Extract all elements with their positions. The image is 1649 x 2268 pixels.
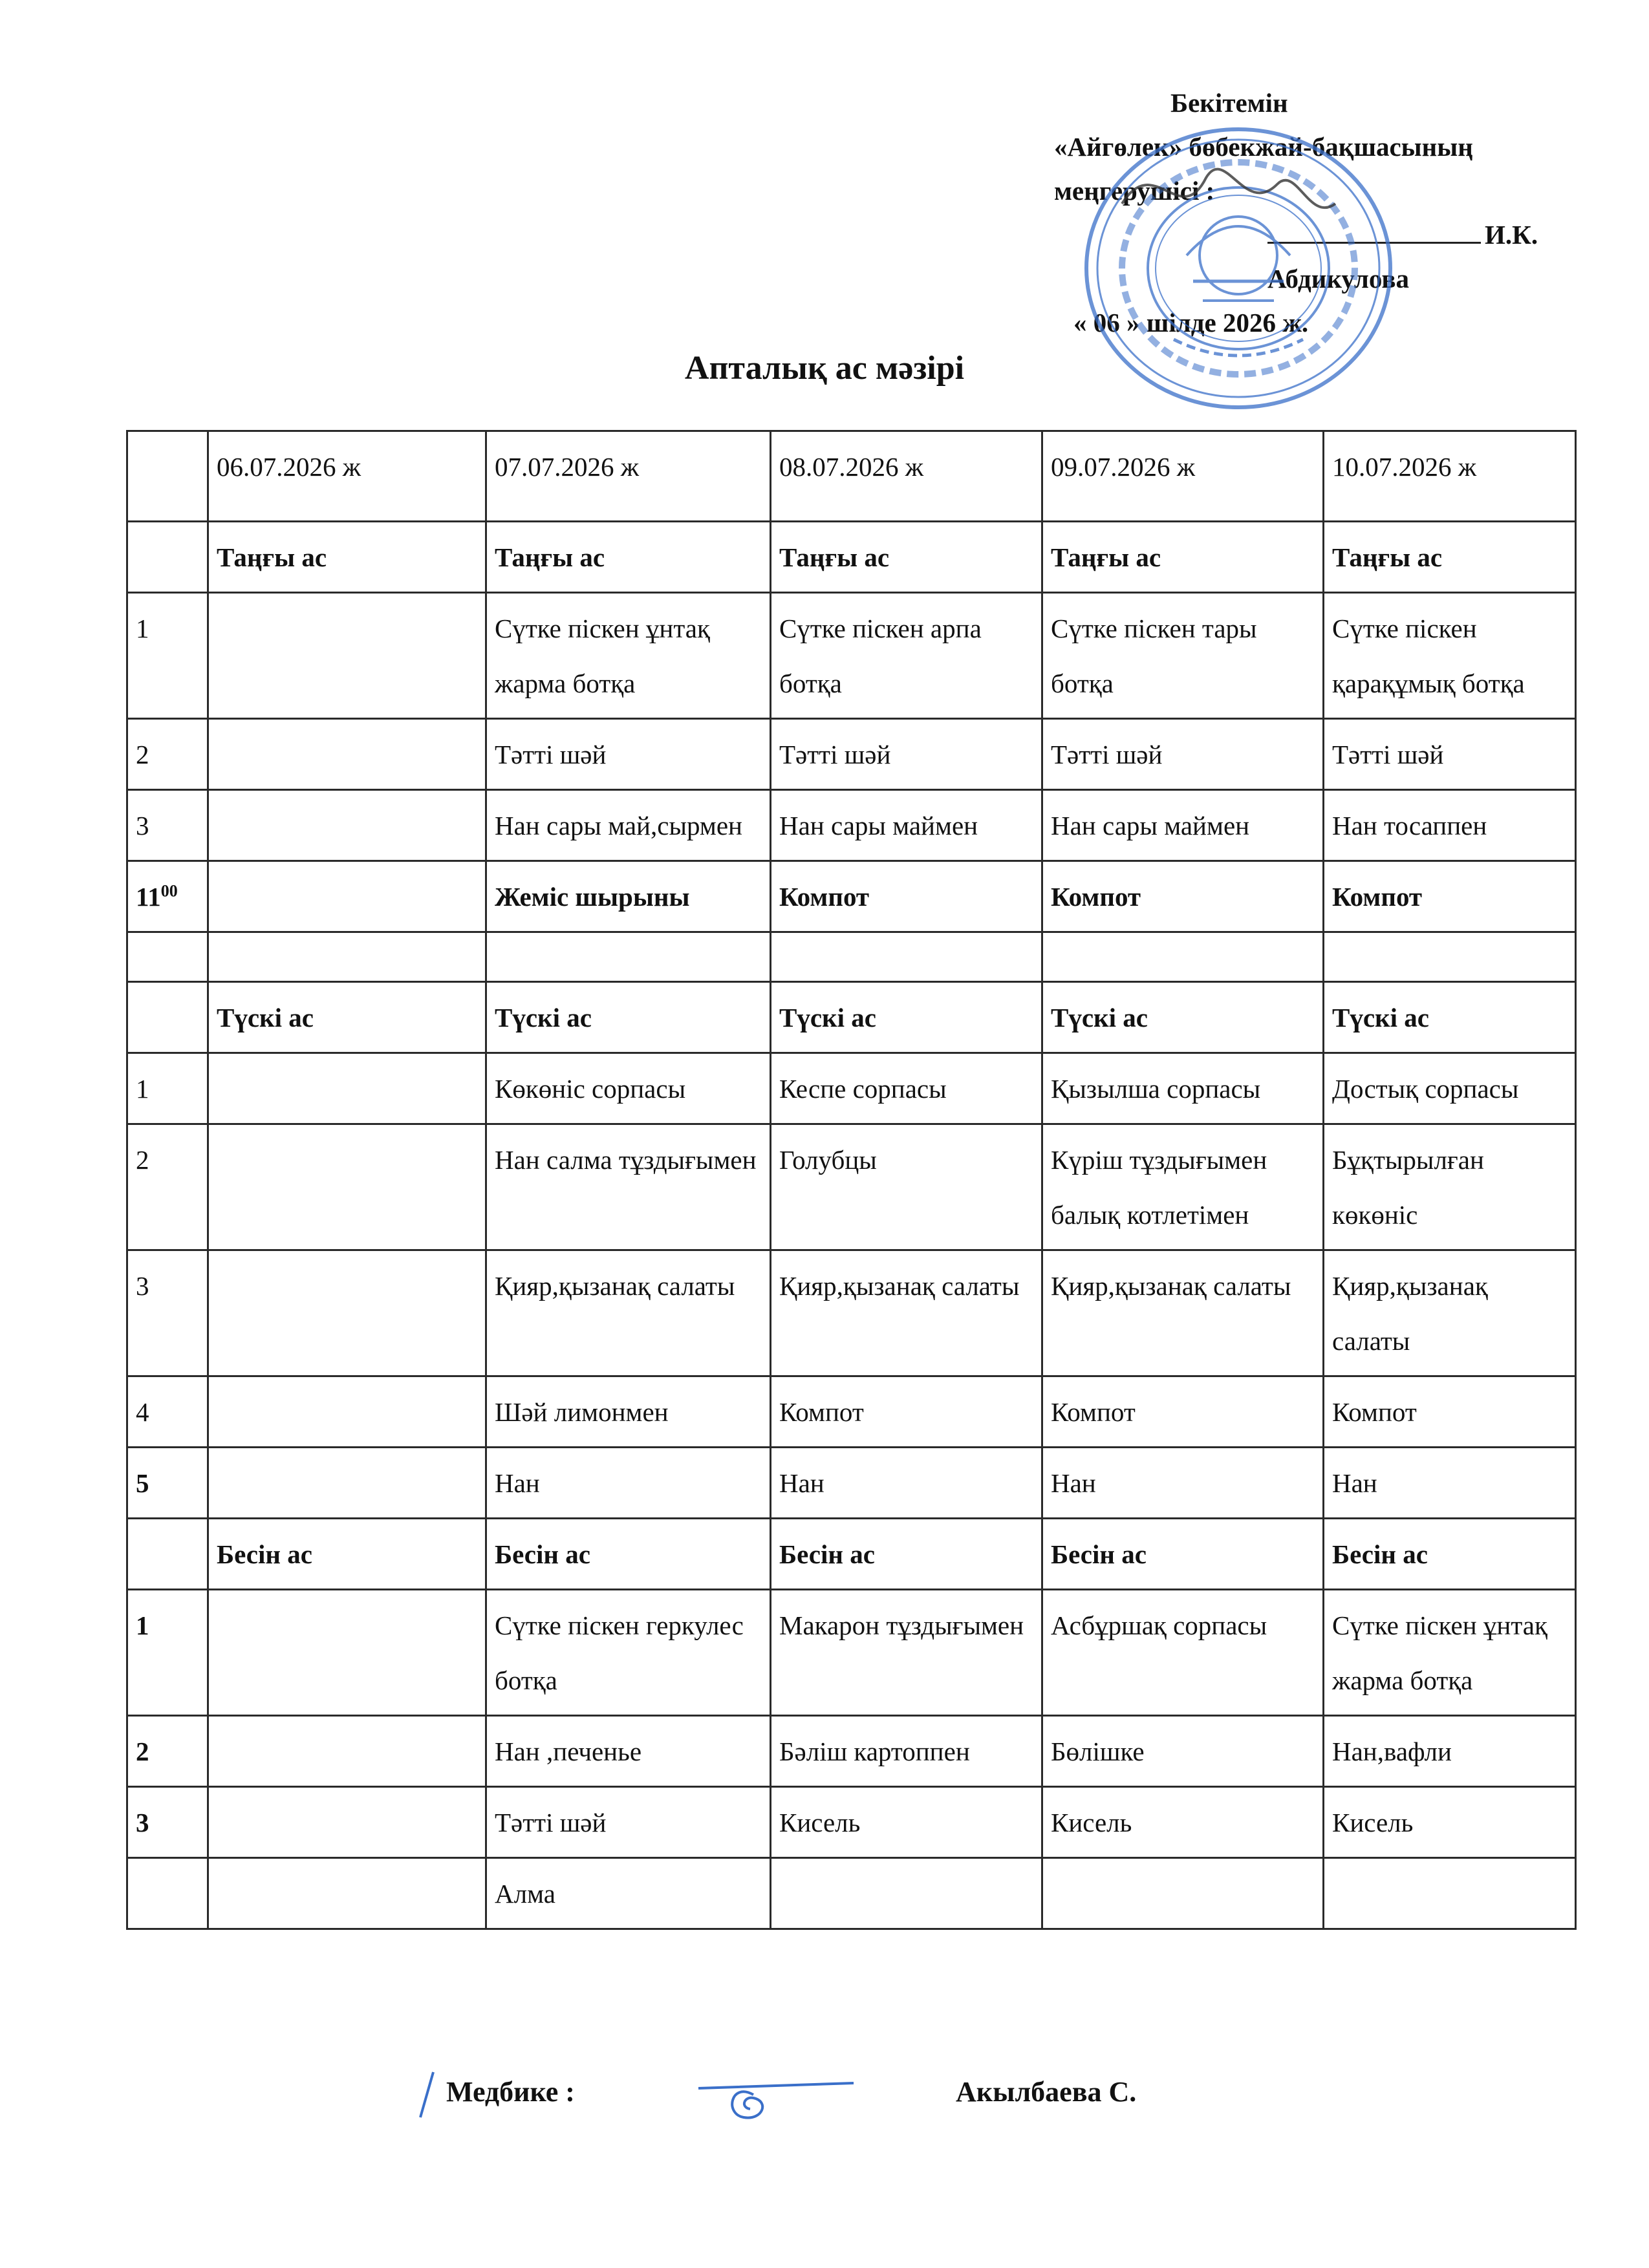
meal-header: Таңғы ас [1042, 522, 1324, 593]
menu-cell: Кеспе сорпасы [771, 1053, 1042, 1124]
table-row [127, 1590, 1576, 1716]
meal-header: Бесін ас [486, 1519, 771, 1590]
menu-cell: Компот [1042, 1376, 1324, 1448]
menu-cell [1042, 1858, 1324, 1929]
nurse-label: Медбике : [446, 2076, 575, 2108]
menu-cell: Алма [486, 1858, 771, 1929]
row-number: 3 [127, 790, 208, 861]
meal-header: Бесін ас [1324, 1519, 1576, 1590]
menu-cell: Компот [1042, 861, 1324, 932]
date-cell: 06.07.2026 ж [208, 431, 486, 522]
row-number: 2 [127, 719, 208, 790]
row-number: 3 [127, 1250, 208, 1376]
menu-cell [1324, 1858, 1576, 1929]
menu-cell: Тәтті шәй [771, 719, 1042, 790]
menu-cell [208, 861, 486, 932]
row-number: 1 [127, 1053, 208, 1124]
menu-cell: Тәтті шәй [486, 719, 771, 790]
menu-cell: Қияр,қызанақ салаты [486, 1250, 771, 1376]
table-row [127, 790, 1576, 861]
meal-header: Таңғы ас [486, 522, 771, 593]
table-row [127, 1787, 1576, 1858]
menu-cell: Бөлішке [1042, 1716, 1324, 1787]
menu-cell [208, 1590, 486, 1716]
weekly-menu-table [126, 430, 1577, 1930]
menu-cell [208, 1250, 486, 1376]
menu-cell: Кисель [1042, 1787, 1324, 1858]
menu-cell: Нан ,печенье [486, 1716, 771, 1787]
menu-cell [208, 1448, 486, 1519]
menu-cell [771, 1858, 1042, 1929]
menu-cell: Сүтке піскен ұнтақ жарма ботқа [1324, 1590, 1576, 1716]
snack-row [127, 861, 1576, 932]
menu-cell: Достық сорпасы [1324, 1053, 1576, 1124]
snack-time: $11^{00}$ [127, 861, 208, 932]
breakfast-header-row [127, 522, 1576, 593]
corner-cell [127, 431, 208, 522]
menu-cell: Күріш тұздығымен балық котлетімен [1042, 1124, 1324, 1250]
menu-cell [208, 719, 486, 790]
menu-cell: Бәліш картоппен [771, 1716, 1042, 1787]
menu-cell: Нан сары май,сырмен [486, 790, 771, 861]
menu-cell: Тәтті шәй [1042, 719, 1324, 790]
date-cell: 09.07.2026 ж [1042, 431, 1324, 522]
row-number: 2 [127, 1124, 208, 1250]
meal-header: Түскі ас [1042, 982, 1324, 1053]
menu-cell: Асбұршақ сорпасы [1042, 1590, 1324, 1716]
meal-header: Бесін ас [208, 1519, 486, 1590]
menu-cell: Көкөніс сорпасы [486, 1053, 771, 1124]
row-number: 4 [127, 1376, 208, 1448]
meal-header: Бесін ас [1042, 1519, 1324, 1590]
menu-cell: Бұқтырылған көкөніс [1324, 1124, 1576, 1250]
footer [0, 2069, 1649, 2146]
menu-cell: Компот [771, 1376, 1042, 1448]
row-number: 1 [127, 1590, 208, 1716]
menu-cell [208, 1124, 486, 1250]
approval-kindergarten: «Айгөлек» бөбекжай-бақшасының [1054, 132, 1473, 162]
table-row [127, 1448, 1576, 1519]
menu-cell: Нан [486, 1448, 771, 1519]
meal-header: Түскі ас [771, 982, 1042, 1053]
meal-header: Түскі ас [208, 982, 486, 1053]
menu-cell: Нан салма тұздығымен [486, 1124, 771, 1250]
table-row [127, 1858, 1576, 1929]
menu-cell: Сүтке піскен ұнтақ жарма ботқа [486, 593, 771, 719]
menu-cell: Нан [771, 1448, 1042, 1519]
empty-row [127, 932, 1576, 982]
lunch-header-row [127, 982, 1576, 1053]
menu-cell: Қияр,қызанақ салаты [771, 1250, 1042, 1376]
row-number: 5 [127, 1448, 208, 1519]
menu-cell: Кисель [1324, 1787, 1576, 1858]
approval-date: « 06 » шілде 2026 ж. [1073, 308, 1309, 337]
menu-cell [208, 1787, 486, 1858]
menu-cell: Нан,вафли [1324, 1716, 1576, 1787]
menu-cell: Компот [1324, 1376, 1576, 1448]
menu-cell: Қызылша сорпасы [1042, 1053, 1324, 1124]
dates-row [127, 431, 1576, 522]
table-row [127, 593, 1576, 719]
menu-cell [208, 1376, 486, 1448]
menu-cell: Кисель [771, 1787, 1042, 1858]
table-row [127, 719, 1576, 790]
document-title: Апталық ас мәзірі [684, 350, 965, 387]
meal-header: Түскі ас [486, 982, 771, 1053]
meal-header: Таңғы ас [208, 522, 486, 593]
menu-cell: Сүтке піскен геркулес ботқа [486, 1590, 771, 1716]
meal-header: Таңғы ас [771, 522, 1042, 593]
menu-cell: Сүтке піскен тары ботқа [1042, 593, 1324, 719]
table-row [127, 1124, 1576, 1250]
menu-cell: Нан сары маймен [771, 790, 1042, 861]
row-number: 1 [127, 593, 208, 719]
date-cell: 08.07.2026 ж [771, 431, 1042, 522]
menu-cell: Сүтке піскен қарақұмық ботқа [1324, 593, 1576, 719]
menu-cell: Нан [1324, 1448, 1576, 1519]
menu-cell: Нан сары маймен [1042, 790, 1324, 861]
menu-cell [208, 1053, 486, 1124]
table-row [127, 1376, 1576, 1448]
row-number: 2 [127, 1716, 208, 1787]
menu-cell: Компот [1324, 861, 1576, 932]
date-cell: 10.07.2026 ж [1324, 431, 1576, 522]
menu-cell [208, 1716, 486, 1787]
approval-position: меңгерушісі : [1054, 176, 1215, 206]
table-row [127, 1250, 1576, 1376]
menu-cell [208, 790, 486, 861]
menu-cell: Нан тосаппен [1324, 790, 1576, 861]
menu-cell [208, 1858, 486, 1929]
table-row [127, 1716, 1576, 1787]
table-row [127, 1053, 1576, 1124]
menu-cell: Қияр,қызанақ салаты [1324, 1250, 1576, 1376]
menu-cell: Тәтті шәй [486, 1787, 771, 1858]
row-number [127, 1858, 208, 1929]
menu-cell [208, 593, 486, 719]
menu-cell: Шәй лимонмен [486, 1376, 771, 1448]
approval-head-name: И.К. Абдикулова [1267, 220, 1538, 294]
menu-cell: Жеміс шырыны [486, 861, 771, 932]
menu-cell: Нан [1042, 1448, 1324, 1519]
menu-cell: Компот [771, 861, 1042, 932]
nurse-signature [692, 2069, 860, 2127]
nurse-name: Акылбаева С. [956, 2076, 1137, 2108]
row-number: 3 [127, 1787, 208, 1858]
meal-header: Түскі ас [1324, 982, 1576, 1053]
meal-header: Бесін ас [771, 1519, 1042, 1590]
meal-header: Таңғы ас [1324, 522, 1576, 593]
approval-heading: Бекітемін [1170, 88, 1288, 118]
menu-cell: Сүтке піскен арпа ботқа [771, 593, 1042, 719]
menu-cell: Голубцы [771, 1124, 1042, 1250]
menu-cell: Тәтті шәй [1324, 719, 1576, 790]
date-cell: 07.07.2026 ж [486, 431, 771, 522]
afternoon-header-row [127, 1519, 1576, 1590]
menu-cell: Макарон тұздығымен [771, 1590, 1042, 1716]
menu-cell: Қияр,қызанақ салаты [1042, 1250, 1324, 1376]
pen-mark-icon [414, 2069, 440, 2121]
